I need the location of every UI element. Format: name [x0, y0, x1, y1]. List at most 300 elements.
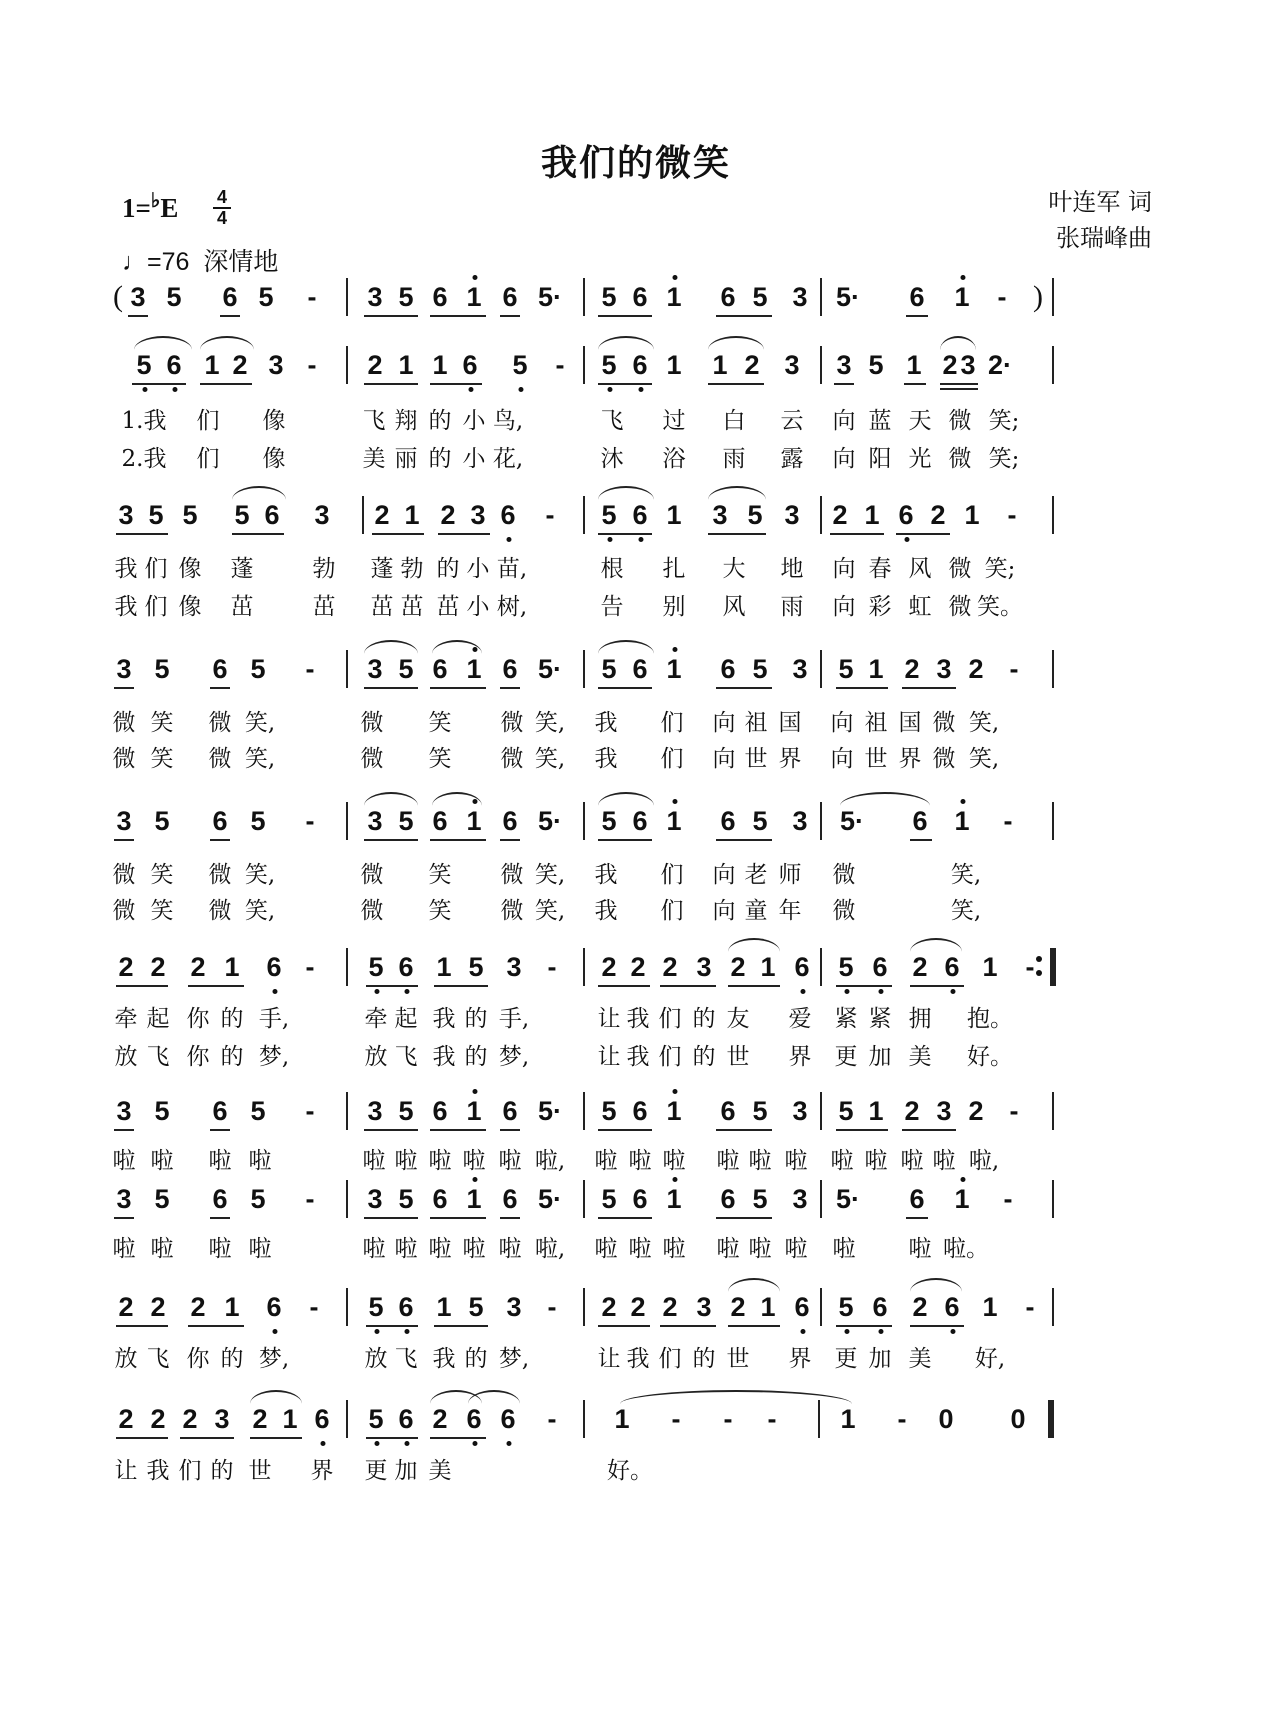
- note: 6: [898, 500, 914, 530]
- lyric-syllable: 让: [114, 1458, 138, 1484]
- note: 6: [502, 1184, 518, 1214]
- lyric-syllable: 天: [908, 408, 932, 434]
- repeat-bar-line: [1050, 948, 1056, 986]
- eighth-beam: [364, 839, 418, 841]
- lyric-syllable: 苗,: [496, 556, 528, 582]
- lyric-syllable: 微: [832, 862, 856, 888]
- lyric-syllable: 我: [594, 746, 618, 772]
- bar-line: [583, 650, 585, 688]
- note: 2: [190, 952, 206, 982]
- eighth-beam: [910, 1325, 964, 1327]
- lyric-syllable: 美: [908, 1044, 932, 1070]
- lyric-syllable: 微: [360, 862, 384, 888]
- note: 1: [982, 1292, 998, 1322]
- lyric-syllable: 们: [196, 408, 220, 434]
- lyric-syllable: 啦: [716, 1236, 740, 1262]
- lyric-syllable: 我: [432, 1006, 456, 1032]
- note: 3: [116, 806, 132, 836]
- note: 5·: [537, 806, 563, 836]
- lyric-syllable: 笑,: [534, 710, 566, 736]
- lyric-syllable: 的: [464, 1044, 488, 1070]
- lyric-syllable: 们: [660, 746, 684, 772]
- bar-line: [1052, 802, 1054, 840]
- lyric-syllable: 笑,: [950, 898, 982, 924]
- lyric-syllable: 微: [948, 594, 972, 620]
- eighth-beam: [364, 687, 418, 689]
- lyric-syllable: 树,: [496, 594, 528, 620]
- note: 6: [632, 350, 648, 380]
- eighth-beam: [836, 1325, 892, 1327]
- note: 5: [154, 654, 170, 684]
- note: 6: [212, 1096, 228, 1126]
- lyric-line: [0, 892, 1272, 922]
- lyric-syllable: 牵: [364, 1006, 388, 1032]
- slur-arc: [940, 336, 976, 350]
- note: 2: [630, 952, 646, 982]
- lyric-syllable: 们: [144, 556, 168, 582]
- note: 6: [912, 806, 928, 836]
- note: 5: [747, 500, 763, 530]
- composer-credit: 张瑞峰曲: [1056, 224, 1152, 252]
- lyric-syllable: 好。: [967, 1044, 1013, 1070]
- eighth-beam: [116, 1325, 168, 1327]
- note: 2: [968, 1096, 984, 1126]
- lyric-syllable: 啦: [394, 1236, 418, 1262]
- eighth-beam: [364, 383, 418, 385]
- eighth-beam: [188, 1325, 244, 1327]
- note: 3: [314, 500, 330, 530]
- bar-line: [1052, 496, 1054, 534]
- note: 3: [268, 350, 284, 380]
- lyric-syllable: 我: [594, 862, 618, 888]
- note: 5: [398, 1184, 414, 1214]
- note: 6: [944, 952, 960, 982]
- dash-extension: -: [305, 654, 315, 684]
- note: 5: [752, 1184, 768, 1214]
- lyric-syllable: 彩: [868, 594, 892, 620]
- eighth-beam: [188, 985, 244, 987]
- bar-line: [1052, 278, 1054, 316]
- eighth-beam: [364, 1129, 418, 1131]
- eighth-beam: [250, 1437, 302, 1439]
- eighth-beam: [940, 383, 978, 385]
- eighth-beam: [430, 1217, 486, 1219]
- lyric-syllable: 蓬: [230, 556, 254, 582]
- lyric-syllable: 的: [428, 446, 452, 472]
- eighth-beam: [660, 1325, 716, 1327]
- note: 3: [792, 654, 808, 684]
- note: 3: [118, 500, 134, 530]
- note: 1: [954, 806, 970, 836]
- eighth-beam: [500, 1217, 520, 1219]
- note: 6: [720, 654, 736, 684]
- dash-extension: -: [671, 1404, 681, 1434]
- note: 2: [912, 1292, 928, 1322]
- eighth-beam: [728, 1325, 780, 1327]
- bar-line: [346, 1092, 348, 1130]
- eighth-beam: [708, 533, 766, 535]
- eighth-beam: [438, 533, 490, 535]
- lyric-syllable: 笑,: [244, 746, 276, 772]
- eighth-beam: [372, 533, 424, 535]
- lyric-line: [0, 588, 1272, 618]
- note: 1: [906, 350, 922, 380]
- note: 1: [614, 1404, 630, 1434]
- lyric-syllable: 放: [114, 1044, 138, 1070]
- eighth-beam: [716, 1129, 772, 1131]
- note: 2: [730, 952, 746, 982]
- lyric-syllable: 飞: [362, 408, 386, 434]
- lyric-line: [0, 1142, 1272, 1172]
- lyric-syllable: 茁: [230, 594, 254, 620]
- eighth-beam: [500, 687, 520, 689]
- lyric-syllable: 手,: [258, 1006, 290, 1032]
- note: 3: [130, 282, 146, 312]
- note: 3: [792, 806, 808, 836]
- bar-line: [820, 346, 822, 384]
- lyric-syllable: 春: [868, 556, 892, 582]
- slur-arc: [200, 336, 254, 350]
- note: 1: [868, 654, 884, 684]
- eighth-beam: [836, 687, 888, 689]
- note: 5: [368, 1292, 384, 1322]
- slur-arc: [598, 792, 654, 806]
- lyric-syllable: 微: [360, 710, 384, 736]
- lyric-syllable: 梦,: [258, 1346, 290, 1372]
- eighth-beam: [906, 315, 928, 317]
- lyric-syllable: 梦,: [498, 1044, 530, 1070]
- note: 5·: [835, 1184, 861, 1214]
- dash-extension: -: [1025, 1292, 1035, 1322]
- time-signature: [213, 188, 231, 228]
- note: 5·: [537, 654, 563, 684]
- lyric-syllable: 笑,: [244, 710, 276, 736]
- note: 2: [432, 1404, 448, 1434]
- lyric-line: [0, 856, 1272, 886]
- eighth-beam: [716, 839, 772, 841]
- note: 2: [912, 952, 928, 982]
- lyric-syllable: 我: [594, 898, 618, 924]
- note: 5: [250, 1184, 266, 1214]
- lyric-syllable: 啦: [784, 1148, 808, 1174]
- lyric-syllable: 微: [208, 746, 232, 772]
- note: 6: [794, 952, 810, 982]
- lyricist-credit: 叶连军 词: [1048, 188, 1152, 216]
- lyric-line: [0, 1230, 1272, 1260]
- lyric-syllable: 微: [500, 710, 524, 736]
- lyric-syllable: 翔: [394, 408, 418, 434]
- lyric-syllable: 向: [832, 408, 856, 434]
- lyric-syllable: 微: [208, 862, 232, 888]
- lyric-syllable: 风: [722, 594, 746, 620]
- note: 1: [864, 500, 880, 530]
- note: 3: [506, 952, 522, 982]
- lyric-syllable: 告: [600, 594, 624, 620]
- bar-line: [820, 496, 822, 534]
- eighth-beam: [598, 315, 652, 317]
- lyric-syllable: 花,: [492, 446, 524, 472]
- eighth-beam: [210, 687, 230, 689]
- lyric-line: [0, 440, 1272, 470]
- note: 3: [784, 500, 800, 530]
- lyric-syllable: 微: [948, 556, 972, 582]
- note: 3: [214, 1404, 230, 1434]
- eighth-beam: [902, 1129, 956, 1131]
- lyric-syllable: 起: [146, 1006, 170, 1032]
- bar-line: [820, 1288, 822, 1326]
- flat-icon: ♭: [150, 190, 161, 212]
- lyric-syllable: 世: [726, 1044, 750, 1070]
- eighth-beam: [430, 1129, 486, 1131]
- eighth-beam: [834, 383, 854, 385]
- lyric-syllable: 笑: [150, 862, 174, 888]
- lyric-syllable: 风: [908, 556, 932, 582]
- lyric-syllable: 小: [462, 446, 486, 472]
- eighth-beam: [434, 1325, 488, 1327]
- dash-extension: -: [307, 350, 317, 380]
- note: 6: [502, 282, 518, 312]
- lyric-syllable: 啦: [394, 1148, 418, 1174]
- lyric-line: [0, 1000, 1272, 1030]
- dash-extension: -: [723, 1404, 733, 1434]
- note: 6: [632, 1096, 648, 1126]
- eighth-beam: [210, 1129, 230, 1131]
- note: 1: [954, 282, 970, 312]
- bar-line: [820, 802, 822, 840]
- lyric-syllable: 啦: [594, 1148, 618, 1174]
- note: 1: [666, 654, 682, 684]
- note: 2: [601, 952, 617, 982]
- lyric-syllable: 我: [626, 1006, 650, 1032]
- note: 5: [838, 1292, 854, 1322]
- dash-extension: -: [1007, 500, 1017, 530]
- eighth-beam: [366, 1437, 418, 1439]
- slur-arc: [598, 486, 654, 500]
- note: 5: [258, 282, 274, 312]
- lyric-syllable: 向: [712, 862, 736, 888]
- note: 1: [666, 500, 682, 530]
- slur-arc: [232, 486, 286, 500]
- lyric-syllable: 飞: [600, 408, 624, 434]
- lyric-syllable: 啦: [900, 1148, 924, 1174]
- lyric-syllable: 笑: [150, 710, 174, 736]
- lyric-syllable: 啦: [498, 1148, 522, 1174]
- lyric-syllable: 啦: [362, 1236, 386, 1262]
- lyric-syllable: 云: [780, 408, 804, 434]
- slur-arc: [708, 486, 766, 500]
- eighth-beam: [904, 383, 926, 385]
- note: 3: [116, 1096, 132, 1126]
- note: 5: [868, 350, 884, 380]
- note: 1: [432, 350, 448, 380]
- note: 6: [720, 806, 736, 836]
- note: 5: [601, 1096, 617, 1126]
- note: 1: [666, 1184, 682, 1214]
- lyric-syllable: 啦: [594, 1236, 618, 1262]
- eighth-beam: [114, 839, 134, 841]
- lyric-syllable: 们: [660, 898, 684, 924]
- lyric-syllable: 我: [626, 1044, 650, 1070]
- lyric-syllable: 世: [248, 1458, 272, 1484]
- note: 5: [512, 350, 528, 380]
- eighth-beam: [430, 687, 486, 689]
- lyric-syllable: 白: [722, 408, 746, 434]
- eighth-beam: [708, 383, 764, 385]
- note: 3: [792, 282, 808, 312]
- lyric-syllable: 的: [210, 1458, 234, 1484]
- dash-extension: -: [545, 500, 555, 530]
- lyric-syllable: 啦: [628, 1148, 652, 1174]
- lyric-syllable: 友: [726, 1006, 750, 1032]
- lyric-syllable: 我: [626, 1346, 650, 1372]
- lyric-syllable: 雨: [780, 594, 804, 620]
- lyric-syllable: 笑,: [968, 710, 1000, 736]
- lyric-syllable: 界: [788, 1044, 812, 1070]
- note: 6: [500, 1404, 516, 1434]
- eighth-beam: [906, 1217, 928, 1219]
- note: 6: [462, 350, 478, 380]
- slur-arc: [250, 1390, 302, 1404]
- lyric-syllable: 根: [600, 556, 624, 582]
- lyric-syllable: 1.我: [121, 408, 167, 434]
- note: 6: [222, 282, 238, 312]
- lyric-syllable: 啦。: [943, 1236, 989, 1262]
- lyric-syllable: 笑: [150, 746, 174, 772]
- note: 1: [964, 500, 980, 530]
- eighth-beam: [598, 533, 652, 535]
- lyric-syllable: 拥: [908, 1006, 932, 1032]
- lyric-syllable: 向: [832, 446, 856, 472]
- eighth-beam: [366, 1325, 418, 1327]
- lyric-syllable: 啦: [662, 1148, 686, 1174]
- lyric-syllable: 们: [658, 1044, 682, 1070]
- note: 1: [466, 282, 482, 312]
- eighth-beam: [728, 985, 780, 987]
- lyric-syllable: 蓝: [868, 408, 892, 434]
- lyric-line: [0, 550, 1272, 580]
- eighth-beam: [220, 315, 240, 317]
- note: 3: [696, 1292, 712, 1322]
- note: 1: [868, 1096, 884, 1126]
- lyric-syllable: 丽: [394, 446, 418, 472]
- lyric-syllable: 微: [360, 898, 384, 924]
- lyric-syllable: 我: [146, 1458, 170, 1484]
- note: 6: [632, 282, 648, 312]
- lyric-syllable: 露: [780, 446, 804, 472]
- bar-line: [346, 802, 348, 840]
- note: 5: [752, 654, 768, 684]
- note: 6: [500, 500, 516, 530]
- note: 6: [264, 500, 280, 530]
- lyric-syllable: 的: [436, 556, 460, 582]
- note: 5: [752, 1096, 768, 1126]
- slur-arc: [910, 938, 962, 952]
- note: 5·: [537, 282, 563, 312]
- lyric-syllable: 啦: [748, 1148, 772, 1174]
- lyric-syllable: 让: [597, 1006, 621, 1032]
- note: 6: [266, 1292, 282, 1322]
- lyric-syllable: 爱: [788, 1006, 812, 1032]
- dash-extension: -: [309, 1292, 319, 1322]
- dash-extension: -: [547, 1292, 557, 1322]
- lyric-syllable: 牵: [114, 1006, 138, 1032]
- eighth-beam: [896, 533, 950, 535]
- eighth-beam: [910, 839, 932, 841]
- eighth-beam: [598, 839, 652, 841]
- lyric-syllable: 加: [868, 1346, 892, 1372]
- note: 3: [367, 282, 383, 312]
- lyric-syllable: 的: [464, 1346, 488, 1372]
- eighth-beam: [500, 839, 520, 841]
- note: 0: [1010, 1404, 1026, 1434]
- lyric-syllable: 啦: [462, 1236, 486, 1262]
- note: 3: [936, 654, 952, 684]
- note: 1: [204, 350, 220, 380]
- note: 3: [784, 350, 800, 380]
- note: 6: [432, 654, 448, 684]
- note: 2: [367, 350, 383, 380]
- lyric-line: [0, 1038, 1272, 1068]
- lyric-syllable: 啦: [716, 1148, 740, 1174]
- eighth-beam: [716, 1217, 772, 1219]
- lyric-syllable: 梦,: [498, 1346, 530, 1372]
- lyric-syllable: 的: [692, 1006, 716, 1032]
- lyric-syllable: 微: [500, 746, 524, 772]
- quarter-note-icon: ♩: [122, 248, 147, 276]
- note: 1: [760, 952, 776, 982]
- lyric-syllable: 的: [692, 1346, 716, 1372]
- note: 1: [666, 1096, 682, 1126]
- note: 5: [250, 1096, 266, 1126]
- eighth-beam: [902, 687, 956, 689]
- bar-line: [346, 1400, 348, 1438]
- note: 2: [968, 654, 984, 684]
- lyric-syllable: 微: [360, 746, 384, 772]
- eighth-beam: [132, 383, 186, 385]
- note: 3: [712, 500, 728, 530]
- bar-line: [583, 496, 585, 534]
- bar-line: [583, 802, 585, 840]
- lyric-syllable: 界: [788, 1346, 812, 1372]
- lyric-syllable: 美: [362, 446, 386, 472]
- lyric-syllable: 年: [778, 898, 802, 924]
- lyric-syllable: 笑: [150, 898, 174, 924]
- song-title: 我们的微笑: [540, 142, 731, 184]
- note: 3: [506, 1292, 522, 1322]
- note: 3: [696, 952, 712, 982]
- lyric-syllable: 们: [144, 594, 168, 620]
- lyric-syllable: 让: [597, 1044, 621, 1070]
- note: 2: [744, 350, 760, 380]
- lyric-syllable: 像: [178, 556, 202, 582]
- note: 6: [944, 1292, 960, 1322]
- lyric-syllable: 好,: [974, 1346, 1006, 1372]
- note: 1: [666, 350, 682, 380]
- lyric-syllable: 的: [220, 1346, 244, 1372]
- note: 6: [872, 952, 888, 982]
- bar-line: [820, 1092, 822, 1130]
- bar-line: [1052, 1180, 1054, 1218]
- note: 2: [630, 1292, 646, 1322]
- note: 5: [250, 654, 266, 684]
- note: 2: [252, 1404, 268, 1434]
- eighth-beam: [114, 687, 134, 689]
- eighth-beam: [114, 1217, 134, 1219]
- note: 2: [942, 350, 958, 380]
- lyric-syllable: 祖: [864, 710, 888, 736]
- note: 2: [374, 500, 390, 530]
- lyric-syllable: 国: [898, 710, 922, 736]
